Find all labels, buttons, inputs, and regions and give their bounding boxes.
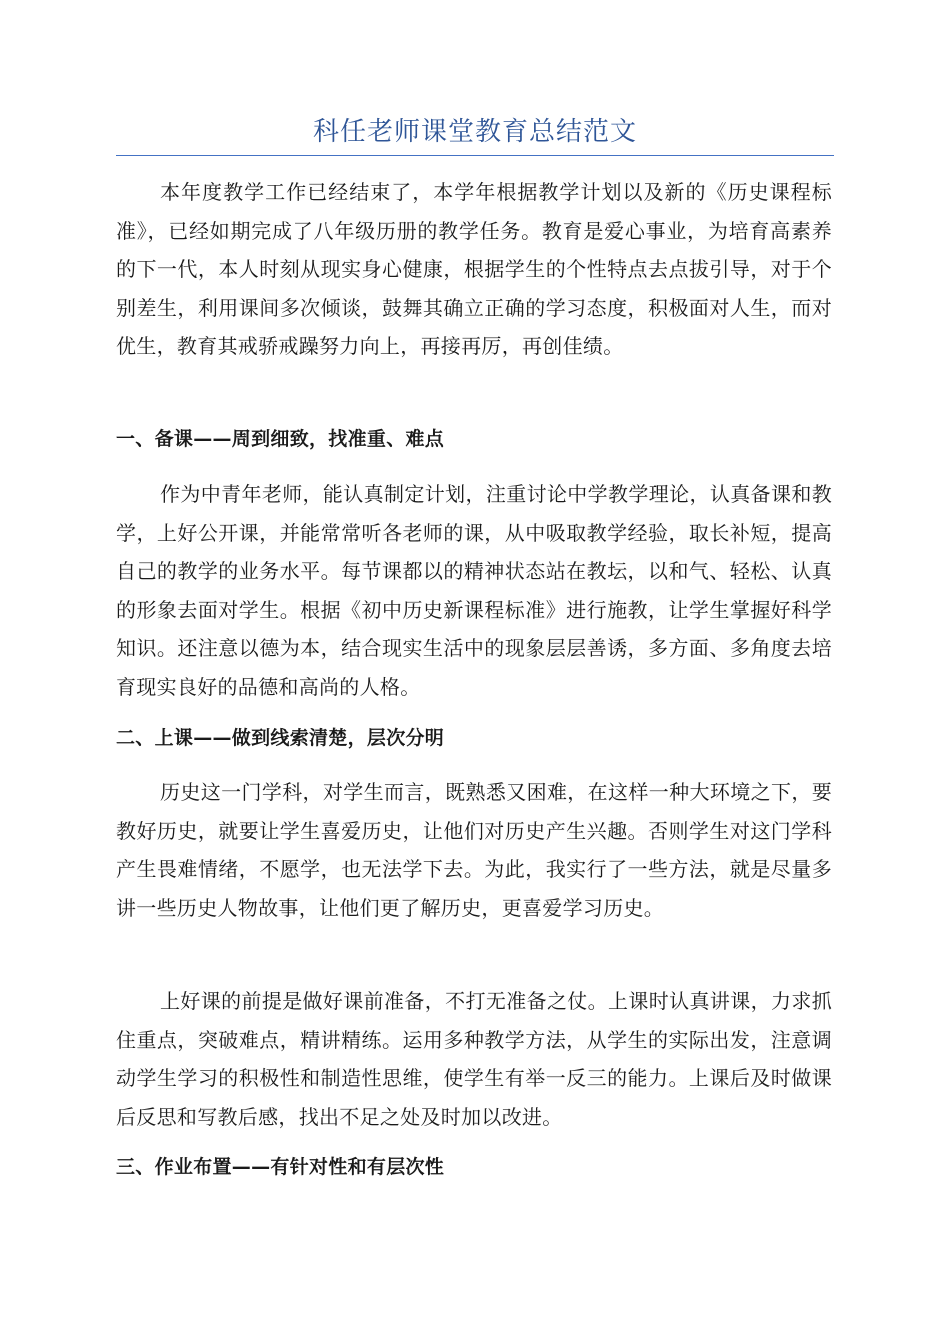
title-underline (116, 155, 834, 156)
section-2-paragraph-2: 上好课的前提是做好课前准备，不打无准备之仗。上课时认真讲课，力求抓住重点，突破难点，精讲精练。运用多种教学方法，从学生的实际出发，注意调动学生学习的积极性和制造性思维，使学生有举一反三的能力。上课后及时做课后反思和写教后感，找出不足之处及时加以改进。 (116, 989, 832, 1129)
section-heading-3: 三、作业布置——有针对性和有层次性 (116, 1156, 445, 1178)
section-2-paragraph-1: 历史这一门学科，对学生而言，既熟悉又困难，在这样一种大环境之下，要教好历史，就要让学生喜爱历史，让他们对历史产生兴趣。否则学生对这门学科产生畏难情绪，不愿学，也无法学下去。为此，我实行了一些方法，就是尽量多讲一些历史人物故事，让他们更了解历史，更喜爱学习历史。 (116, 780, 832, 920)
intro-paragraph: 本年度教学工作已经结束了，本学年根据教学计划以及新的《历史课程标准》，已经如期完成了八年级历册的教学任务。教育是爱心事业，为培育高素养的下一代，本人时刻从现实身心健康，根据学生的个性特点去点拔引导，对于个别差生，利用课间多次倾谈，鼓舞其确立正确的学习态度，积极面对人生，而对优生，教育其戒骄戒躁努力向上，再接再厉，再创佳绩。 (116, 180, 832, 358)
section-1-paragraph-1: 作为中青年老师，能认真制定计划，注重讨论中学教学理论，认真备课和教学，上好公开课，并能常常听各老师的课，从中吸取教学经验，取长补短，提高自己的教学的业务水平。每节课都以的精神状态站在教坛，以和气、轻松、认真的形象去面对学生。根据《初中历史新课程标准》进行施教，让学生掌握好科学知识。还注意以德为本，结合现实生活中的现象层层善诱，多方面、多角度去培育现实良好的品德和高尚的人格。 (116, 482, 832, 699)
document-title: 科任老师课堂教育总结范文 (312, 117, 637, 147)
section-heading-1: 一、备课——周到细致，找准重、难点 (116, 428, 445, 450)
section-heading-2: 二、上课——做到线索清楚，层次分明 (116, 727, 445, 749)
